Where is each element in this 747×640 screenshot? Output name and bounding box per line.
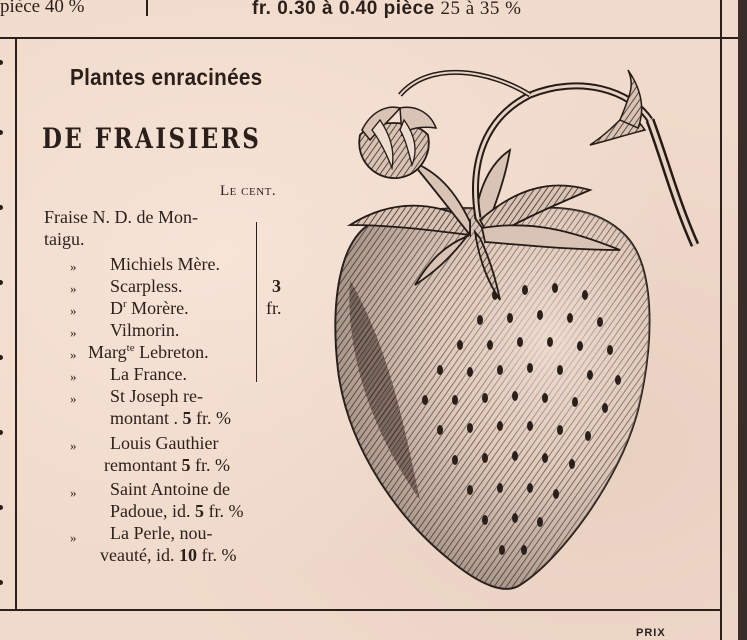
item-5-name: Vilmorin. bbox=[110, 320, 180, 340]
item-11-line2 bbox=[100, 545, 236, 566]
ditto-mark: » bbox=[70, 391, 77, 406]
item-4-sup: r bbox=[123, 298, 127, 310]
strawberry-illustration bbox=[320, 50, 720, 605]
item-10-unit: fr. % bbox=[208, 501, 244, 521]
item-8-line2 bbox=[110, 408, 231, 429]
item-9-line1: Louis Gauthier bbox=[110, 433, 219, 453]
item-10-price: 5 bbox=[195, 501, 204, 521]
item-11-unit: fr. % bbox=[201, 545, 237, 565]
item-11-price: 10 bbox=[178, 545, 197, 565]
ditto-mark: » bbox=[70, 303, 77, 318]
item-1-line1: Fraise N. D. de Mon- bbox=[44, 207, 198, 227]
item-6-rest: Lebreton. bbox=[134, 342, 209, 362]
item-6-prefix: Marg bbox=[88, 342, 127, 362]
item-9-line2 bbox=[104, 455, 230, 476]
header-right-price-text: fr. 0.30 à 0.40 pièce bbox=[252, 0, 435, 19]
header-column-divider bbox=[146, 0, 148, 16]
ditto-mark: » bbox=[70, 347, 77, 362]
item-4-name bbox=[110, 298, 189, 319]
section-title-line2: DE FRAISIERS bbox=[42, 122, 262, 155]
footer-prix-label: PRIX bbox=[636, 627, 666, 639]
header-left-fragment: pièce 40 % bbox=[0, 0, 85, 17]
item-10-line2 bbox=[110, 501, 244, 522]
item-8-line1: St Joseph re- bbox=[110, 386, 203, 406]
top-rule bbox=[0, 37, 747, 39]
section-title-line1: Plantes enracinées bbox=[70, 64, 263, 90]
ditto-mark: » bbox=[70, 259, 77, 274]
right-border bbox=[720, 0, 722, 640]
bottom-rule bbox=[0, 609, 722, 611]
item-7-name: La France. bbox=[110, 364, 187, 384]
item-3-name: Scarpless. bbox=[110, 276, 183, 296]
item-9-unit: fr. % bbox=[194, 455, 230, 475]
item-1-line2: taigu. bbox=[44, 229, 85, 249]
item-4-prefix: D bbox=[110, 298, 123, 318]
item-6-sup: te bbox=[126, 342, 135, 354]
item-8-unit: fr. % bbox=[196, 408, 231, 428]
group-price-unit: fr. bbox=[266, 298, 282, 318]
right-edge-dark bbox=[738, 0, 747, 640]
item-8-price: 5 bbox=[182, 408, 192, 428]
ditto-mark: » bbox=[70, 530, 77, 545]
item-4-rest: Morère. bbox=[126, 298, 189, 318]
item-11-name: veauté, id. bbox=[100, 545, 175, 565]
item-6-name bbox=[88, 342, 209, 363]
group-brace bbox=[252, 222, 257, 382]
ditto-mark: » bbox=[70, 325, 77, 340]
header-right-small: 25 à 35 % bbox=[440, 0, 522, 19]
item-9-name: remontant bbox=[104, 455, 177, 475]
item-2-name: Michiels Mère. bbox=[110, 254, 220, 274]
item-8-name: montant . bbox=[110, 408, 178, 428]
item-10-name: Padoue, id. bbox=[110, 501, 191, 521]
header-right-price bbox=[252, 0, 521, 20]
ditto-mark: » bbox=[70, 438, 77, 453]
item-9-price: 5 bbox=[181, 455, 191, 475]
group-price: 3 bbox=[272, 276, 281, 296]
left-border bbox=[15, 39, 17, 609]
ditto-mark: » bbox=[70, 369, 77, 384]
price-unit-label bbox=[220, 183, 276, 200]
ditto-mark: » bbox=[70, 281, 77, 296]
item-10-line1: Saint Antoine de bbox=[110, 479, 230, 499]
item-11-line1: La Perle, nou- bbox=[110, 523, 213, 543]
ditto-mark: » bbox=[70, 485, 77, 500]
price-unit-text: Le cent. bbox=[220, 183, 277, 199]
